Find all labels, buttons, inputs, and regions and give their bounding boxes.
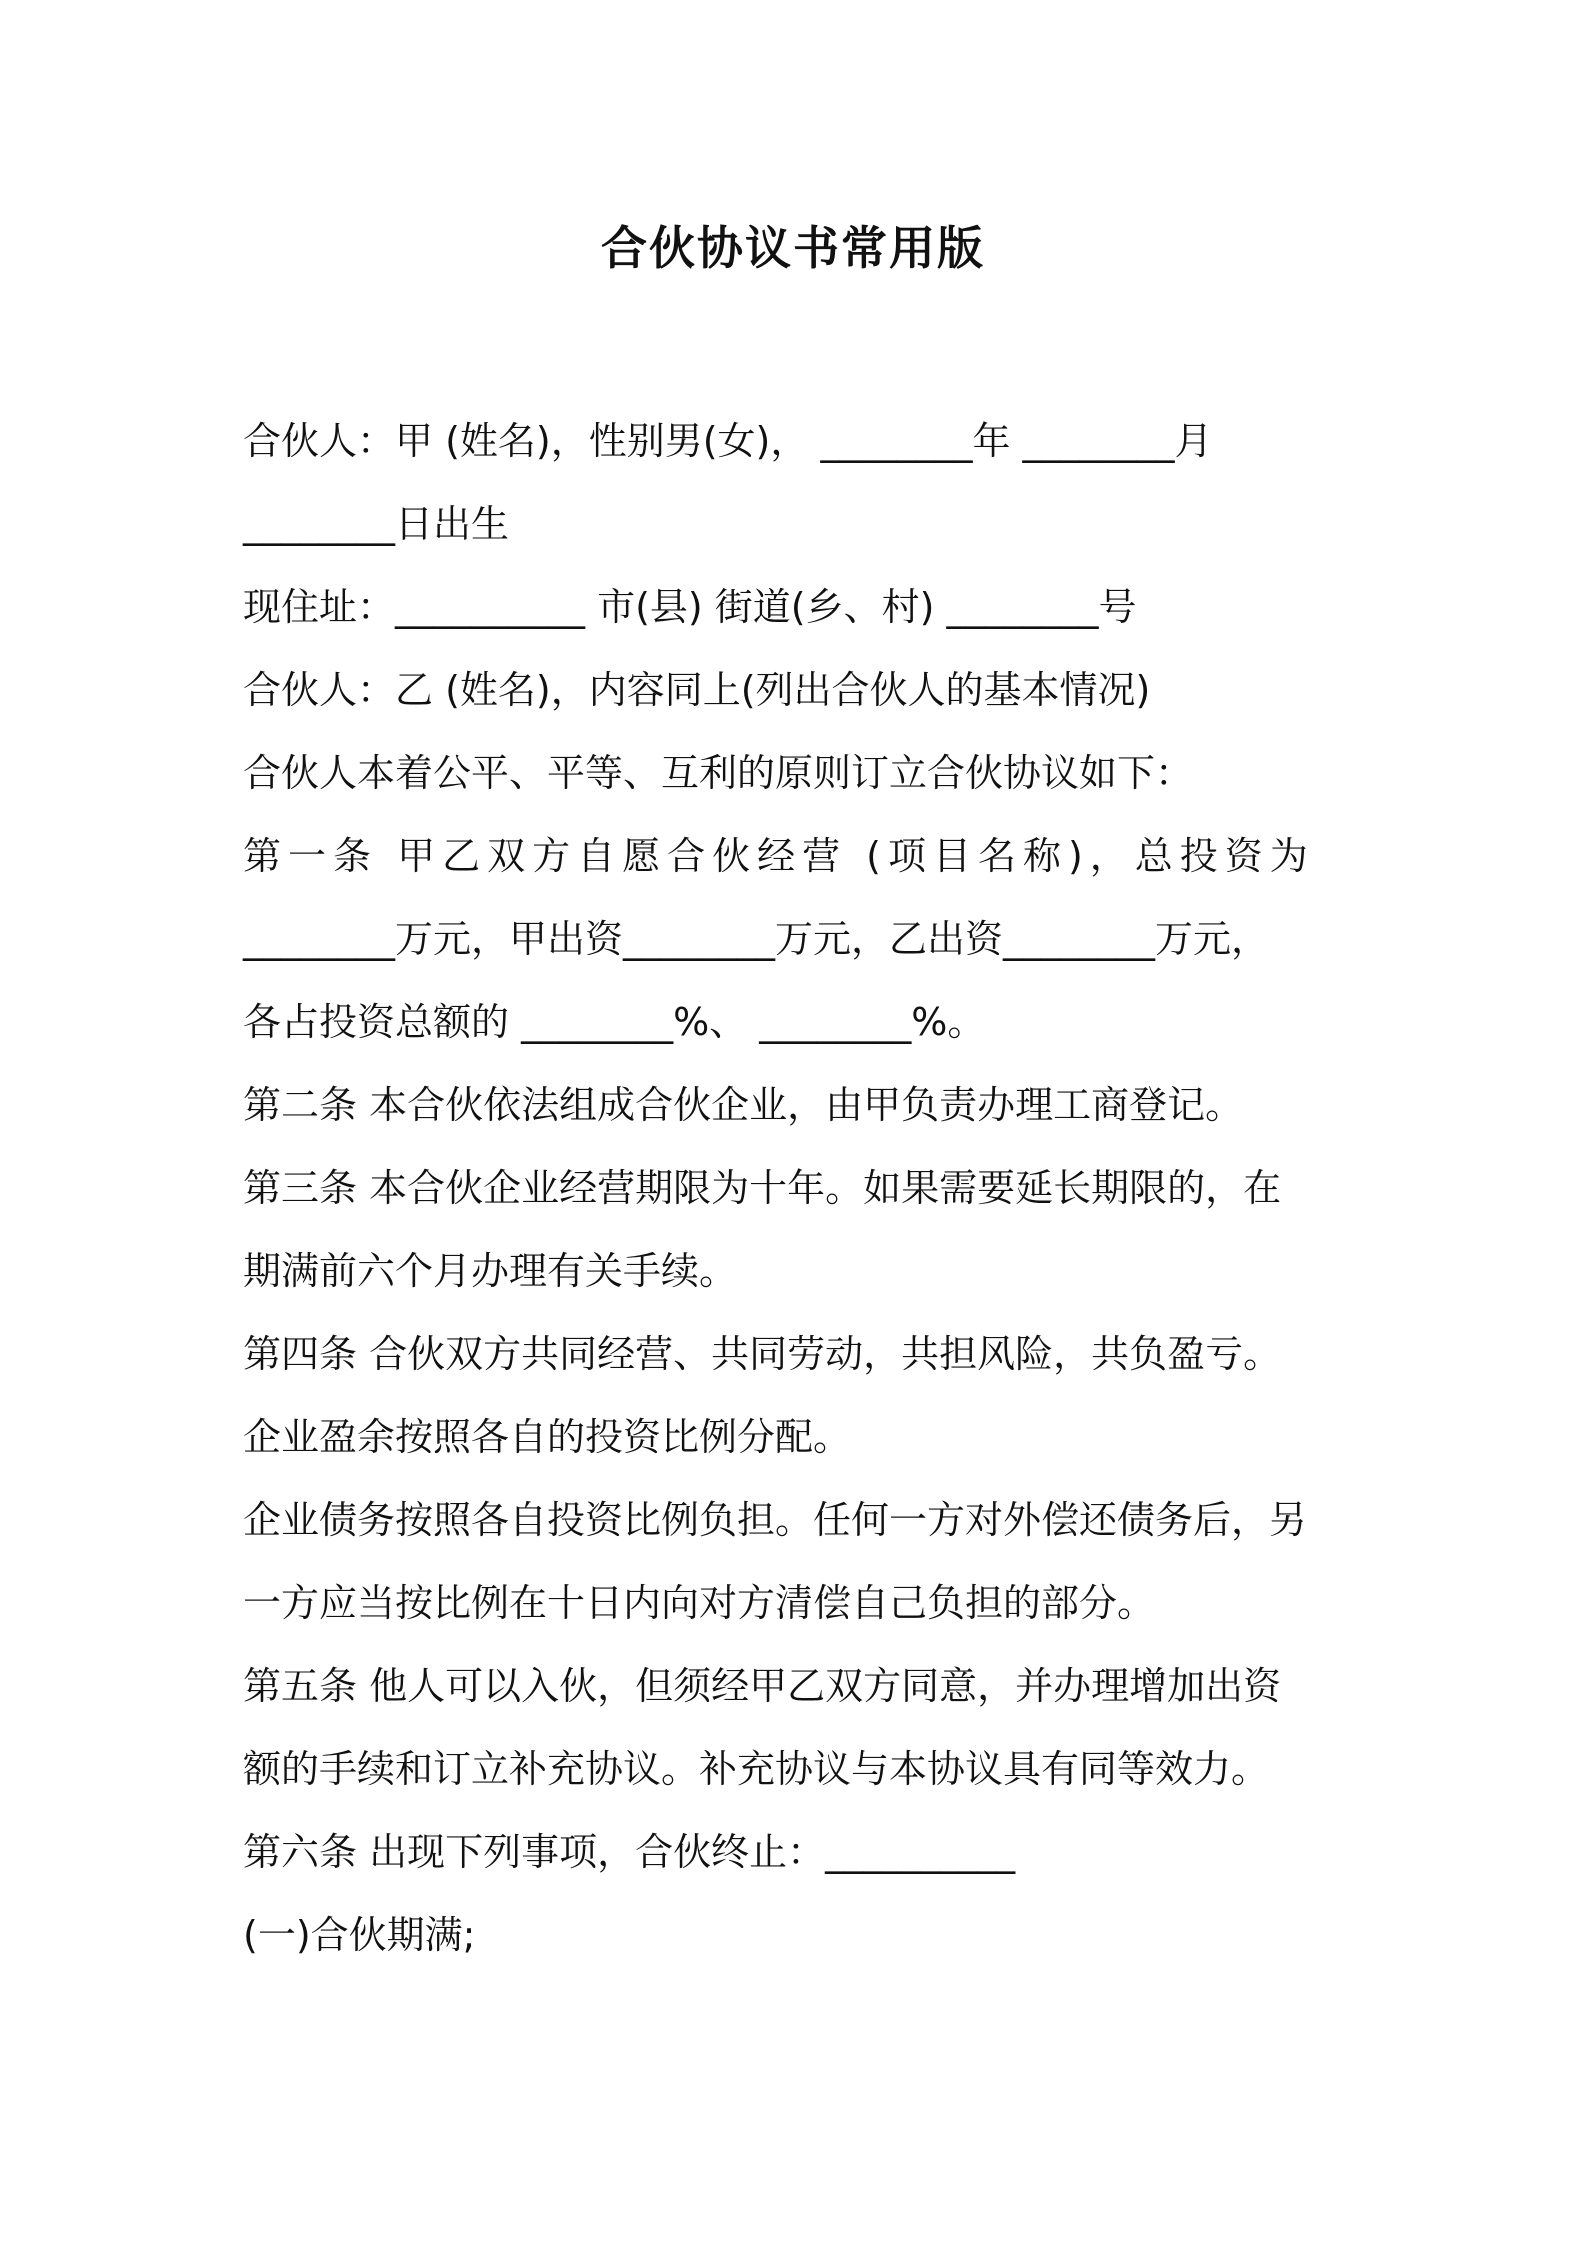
article-1-line-1: 第一条 甲乙双方自愿合伙经营 (项目名称)，总投资为 xyxy=(243,834,1315,878)
article-1-line-2: ________万元，甲出资________万元，乙出资________万元， xyxy=(243,917,1270,961)
article-3-line-2: 期满前六个月办理有关手续。 xyxy=(243,1249,738,1293)
article-5-line-2: 额的手续和订立补充协议。补充协议与本协议具有同等效力。 xyxy=(243,1747,1270,1791)
article-4-line-4: 一方应当按比例在十日内向对方清偿自己负担的部分。 xyxy=(243,1581,1156,1625)
article-1-line-3: 各占投资总额的 ________%、 ________%。 xyxy=(243,1000,986,1044)
document-body xyxy=(243,400,1363,1977)
article-3-line-1: 第三条 本合伙企业经营期限为十年。如果需要延长期限的，在 xyxy=(243,1166,1282,1210)
article-6-line-1: 第六条 出现下列事项，合伙终止：__________ xyxy=(243,1830,1016,1874)
article-4-line-2: 企业盈余按照各自的投资比例分配。 xyxy=(243,1415,852,1459)
article-2-line-1: 第二条 本合伙依法组成合伙企业，由甲负责办理工商登记。 xyxy=(243,1083,1244,1127)
paragraph-line-partner-a: 合伙人：甲 (姓名)，性别男(女)， ________年 ________月 xyxy=(243,419,1213,463)
paragraph-line-birth-date: ________日出生 xyxy=(243,502,510,546)
article-4-line-3: 企业债务按照各自投资比例负担。任何一方对外偿还债务后，另 xyxy=(243,1498,1308,1542)
article-5-line-1: 第五条 他人可以入伙，但须经甲乙双方同意，并办理增加出资 xyxy=(243,1664,1282,1708)
paragraph-line-preamble: 合伙人本着公平、平等、互利的原则订立合伙协议如下： xyxy=(243,751,1194,795)
paragraph-line-address: 现住址：__________ 市(县) 街道(乡、村) ________号 xyxy=(243,585,1137,629)
document-title: 合伙协议书常用版 xyxy=(601,221,985,275)
article-4-line-1: 第四条 合伙双方共同经营、共同劳动，共担风险，共负盈亏。 xyxy=(243,1332,1282,1376)
article-6-item-1: (一)合伙期满; xyxy=(243,1913,476,1957)
paragraph-line-partner-b: 合伙人：乙 (姓名)，内容同上(列出合伙人的基本情况) xyxy=(243,668,1151,712)
